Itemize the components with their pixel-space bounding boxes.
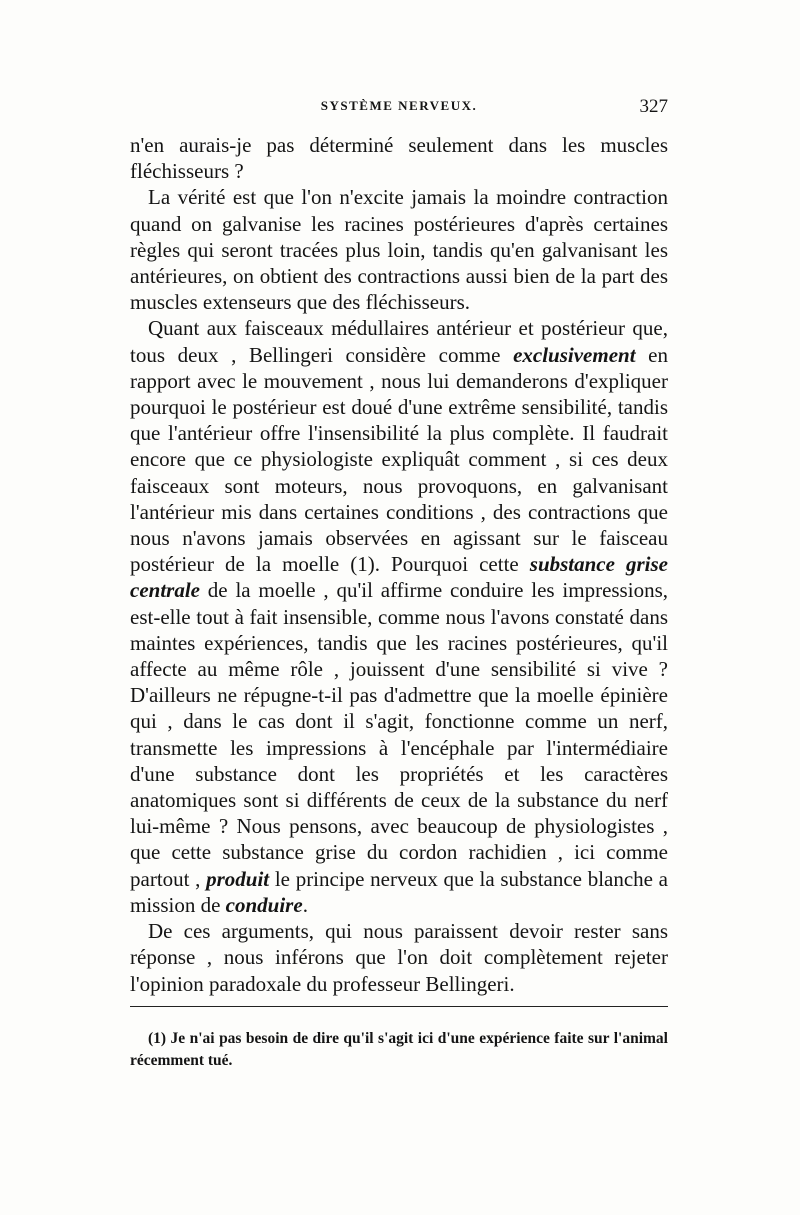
footnote: (1) Je n'ai pas besoin de dire qu'il s'agit ici d'une expérience faite sur l'animal récemment tué. — [130, 1030, 668, 1069]
paragraph-verite: La vérité est que l'on n'excite jamais la moindre contraction quand on galvanise les racines postérieures d'après certaines règles qui seront tracées plus loin, tandis qu'en galvanisant les antérieures, on obtient des contractions aussi bien de la part des muscles extenseurs que des fléchisseurs. — [130, 185, 668, 315]
emphasis-produit: produit — [206, 866, 270, 891]
paragraph-text-segment: . — [302, 892, 308, 917]
paragraph-continued: n'en aurais-je pas déterminé seulement dans les muscles fléchisseurs ? — [130, 133, 668, 184]
paragraph-text-segment: Quant aux faisceaux médullaires antérieur et postérieur que, tous deux , Bellingeri considère comme — [130, 316, 668, 367]
footnote-rule — [130, 1006, 668, 1007]
emphasis-exclusivement: exclusivement — [513, 342, 636, 367]
page-header — [130, 96, 668, 120]
paragraph-text-segment: de la moelle , qu'il affirme conduire les impressions, est-elle tout à fait insensible, comme nous l'avons constaté dans maintes expériences, tandis que les racines postérieures, qu'il affecte au même rôle , jouissent d'une sensibilité si vive ? D'ailleurs ne répugne-t-il pas d'admettre que la moelle épinière qui , dans le cas dont il s'agit, fonctionne comme un nerf, transmette les impressions à l'encéphale par l'intermédiaire d'une substance dont les propriétés et les caractères anatomiques sont si différents de ceux de la substance du nerf lui-même ? Nous pensons, avec beaucoup de physiologistes , que cette substance grise du cordon rachidien , ici comme partout , — [130, 578, 668, 891]
running-head: SYSTÈME NERVEUX. — [320, 98, 478, 113]
paragraph-text-segment: le principe nerveux que la substance blanche a mission de — [130, 866, 668, 917]
paragraph-text-segment: en rapport avec le mouvement , nous lui demanderons d'expliquer pourquoi le postérieur est doué d'une extrême sensibilité, tandis que l'antérieur offre l'insensibilité la plus complète. Il faudrait encore que ce physiologiste expliquât comment , si ces deux faisceaux sont moteurs, nous provoquons, en galvanisant l'antérieur mis dans certaines conditions , des contractions que nous n'avons jamais observées en agissant sur le faisceau postérieur de la moelle (1). Pourquoi cette — [130, 342, 668, 577]
emphasis-substance-grise: substance grise centrale — [130, 552, 668, 603]
body-text — [130, 132, 668, 997]
page-number: 327 — [639, 96, 668, 117]
emphasis-conduire: conduire — [225, 892, 303, 917]
paragraph-faisceaux — [130, 315, 668, 918]
paragraph-conclusion: De ces arguments, qui nous paraissent devoir rester sans réponse , nous inférons que l'on doit complètement rejeter l'opinion paradoxale du professeur Bellingeri. — [130, 919, 668, 996]
